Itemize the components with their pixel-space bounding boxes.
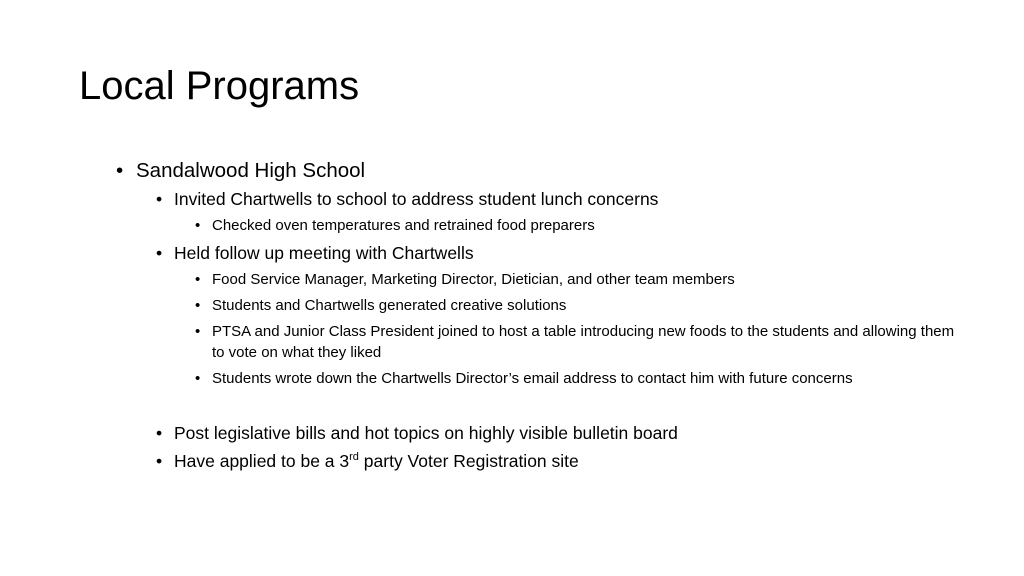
slide-title: Local Programs	[79, 64, 360, 108]
voter-suffix: party Voter Registration site	[358, 451, 579, 471]
bullet-bulletin: • Post legislative bills and hot topics on highly visible bulletin board	[154, 419, 956, 447]
bullet-ptsa: • PTSA and Junior Class President joined to host a table introducing new foods to the students and allowing them to vote on what they liked	[192, 319, 956, 366]
bullet-staff: • Food Service Manager, Marketing Director, Dietician, and other team members	[192, 267, 956, 293]
bullet-checked: • Checked oven temperatures and retrained food preparers	[192, 213, 956, 239]
bullet-school: • Sandalwood High School	[116, 156, 956, 185]
bullet-email: • Students wrote down the Chartwells Director’s email address to contact him with future concerns	[192, 366, 956, 392]
bullet-meeting: • Held follow up meeting with Chartwells	[154, 239, 956, 267]
voter-prefix: Have applied to be a 3	[174, 451, 350, 471]
spacer	[116, 392, 956, 419]
slide-body	[116, 156, 956, 475]
bullet-voter	[154, 447, 956, 475]
bullet-solutions: • Students and Chartwells generated creative solutions	[192, 293, 956, 319]
bullet-invited: • Invited Chartwells to school to address student lunch concerns	[154, 185, 956, 213]
voter-ordinal-suffix: rd	[349, 451, 359, 463]
